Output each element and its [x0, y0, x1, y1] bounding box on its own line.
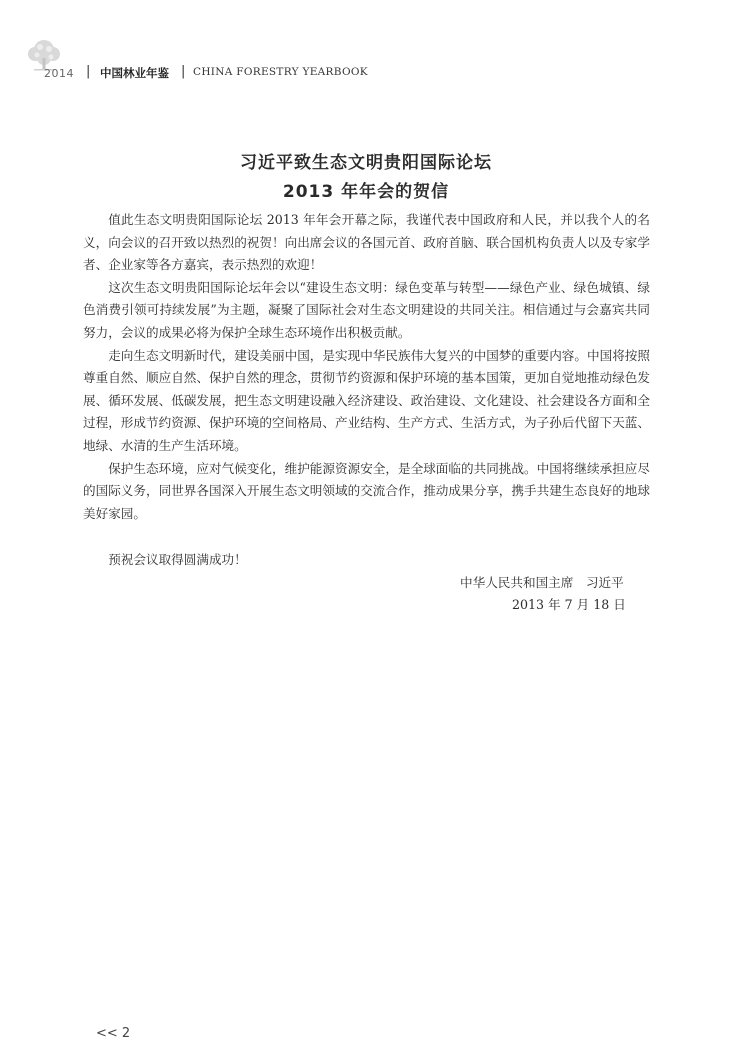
signature-block	[460, 572, 680, 616]
letter-body	[83, 209, 650, 572]
page-header	[14, 36, 374, 84]
header-separator: |	[181, 64, 186, 79]
signature-date: 2013 年 7 月 18 日	[512, 597, 626, 612]
header-year: 2014	[44, 67, 74, 80]
title-line-1: 习近平致生态文明贵阳国际论坛	[240, 153, 492, 173]
paragraph-3: 走向生态文明新时代，建设美丽中国，是实现中华民族伟大复兴的中国梦的重要内容。中国将按照尊重自然、顺应自然、保护自然的理念，贯彻节约资源和保护环境的基本国策，更加自觉地推动绿色发展、循环发展、低碳发展，把生态文明建设融入经济建设、政治建设、文化建设、社会建设各方面和全过程，形成节约资源、保护环境的空间格局、产业结构、生产方式、生活方式，为子孙后代留下天蓝、地绿、水清的生产生活环境。	[83, 347, 650, 453]
yearbook-title-cn: 中国林业年鉴	[100, 66, 169, 80]
signature-name: 中华人民共和国主席 习近平	[460, 575, 624, 590]
paragraph-2: 这次生态文明贵阳国际论坛年会以“建设生态文明：绿色变革与转型——绿色产业、绿色城镇、绿色消费引领可持续发展”为主题，凝聚了国际社会对生态文明建设的共同关注。相信通过与会嘉宾共同努力，会议的成果必将为保护全球生态环境作出积极贡献。	[83, 279, 650, 340]
paragraph-4: 保护生态环境，应对气候变化，维护能源资源安全，是全球面临的共同挑战。中国将继续承担应尽的国际义务，同世界各国深入开展生态文明领域的交流合作，推动成果分享，携手共建生态良好的地球美好家园。	[83, 460, 650, 521]
header-separator: |	[86, 64, 91, 79]
paragraph-1: 值此生态文明贵阳国际论坛 2013 年年会开幕之际，我谨代表中国政府和人民，并以我个人的名义，向会议的召开致以热烈的祝贺！向出席会议的各国元首、政府首脑、联合国机构负责人以及专家学者、企业家等各方嘉宾，表示热烈的欢迎！	[83, 212, 650, 273]
page-number: << 2	[96, 1026, 131, 1041]
title-line-2: 2013 年年会的贺信	[282, 182, 450, 202]
article-title	[0, 148, 732, 202]
yearbook-title-en: CHINA FORESTRY YEARBOOK	[193, 66, 368, 78]
closing-line: 预祝会议取得圆满成功！	[108, 552, 247, 568]
